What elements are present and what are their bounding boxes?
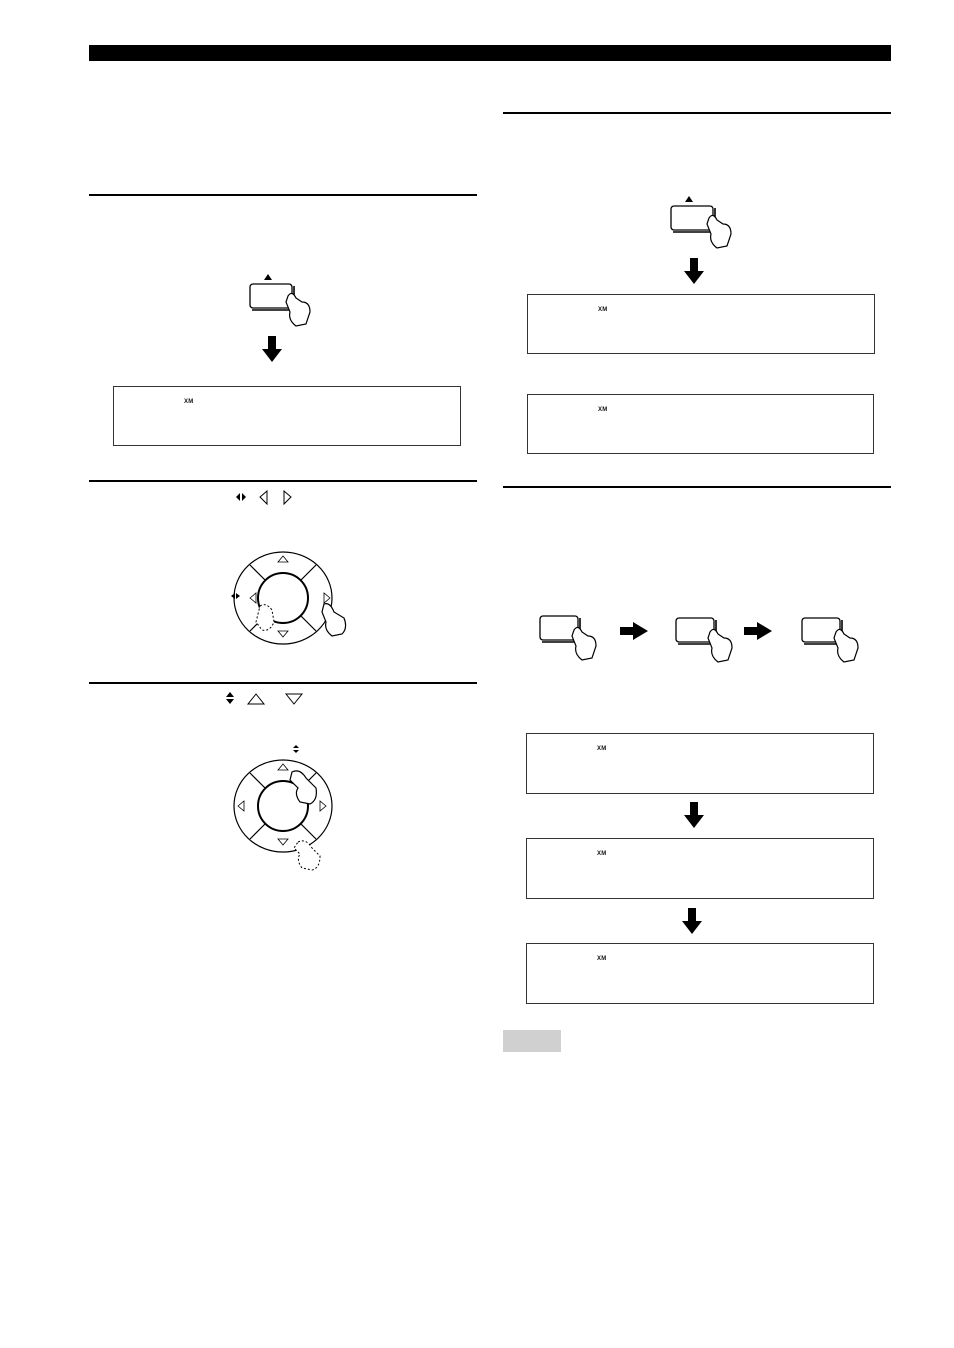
step-divider-5 (503, 486, 891, 488)
right-arrow-icon (744, 622, 774, 640)
xm-label: XM (598, 307, 608, 313)
down-arrow-icon (680, 908, 704, 936)
hand-icon (294, 841, 320, 870)
display-panel (527, 394, 874, 454)
left-right-symbols (236, 490, 302, 506)
down-arrow-icon (682, 802, 706, 830)
step-divider-2 (89, 480, 477, 482)
right-arrow-icon (620, 622, 650, 640)
hand-icon (708, 629, 732, 662)
display-panel (526, 838, 874, 899)
hand-icon (286, 293, 310, 326)
xm-label: XM (597, 746, 607, 752)
cursor-pad-illustration-1[interactable] (228, 548, 368, 652)
display-panel (526, 733, 874, 794)
button-press-illustration-3 (536, 612, 600, 664)
display-panel (113, 386, 461, 446)
down-arrow-icon (682, 258, 706, 286)
up-down-symbols (226, 692, 306, 708)
header-bar (89, 45, 891, 61)
down-arrow-icon (260, 336, 284, 364)
step-divider-3 (89, 682, 477, 684)
triangle-indicator-icon (264, 274, 272, 280)
hand-icon (322, 604, 346, 636)
note-label-box (503, 1030, 561, 1052)
xm-label: XM (597, 956, 607, 962)
button-press-illustration-4 (672, 614, 736, 666)
step-divider-1 (89, 194, 477, 196)
triangle-indicator-icon (685, 196, 693, 202)
button-press-illustration-1 (240, 268, 320, 332)
display-panel (526, 943, 874, 1004)
cursor-pad-illustration-2[interactable] (228, 744, 348, 872)
hand-icon (707, 215, 731, 248)
display-panel (527, 294, 875, 354)
xm-label: XM (184, 399, 194, 405)
button-press-illustration-5 (798, 614, 862, 666)
hand-icon (834, 629, 858, 662)
step-divider-4 (503, 112, 891, 114)
button-press-illustration-2 (661, 194, 741, 258)
xm-label: XM (597, 851, 607, 857)
xm-label: XM (598, 407, 608, 413)
hand-icon (572, 627, 596, 660)
